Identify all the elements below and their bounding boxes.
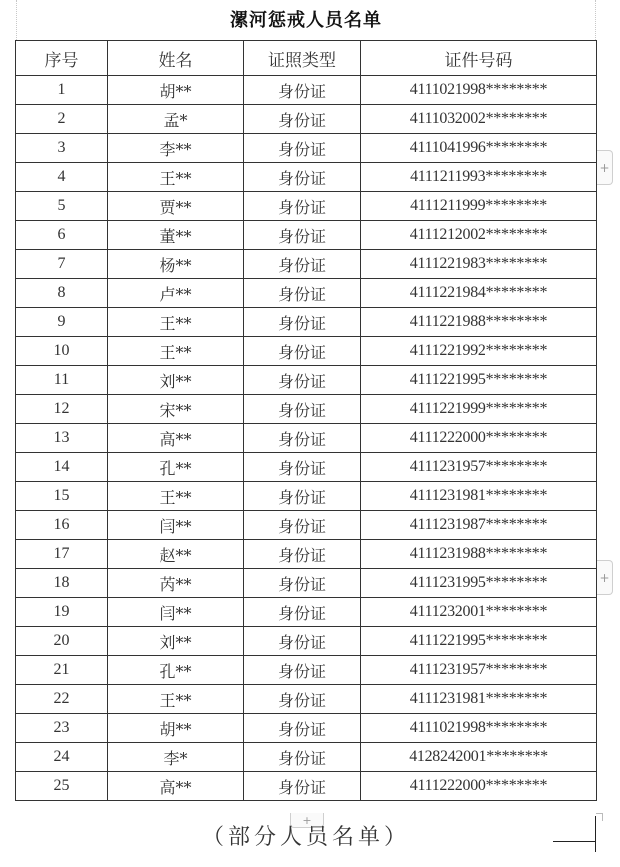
- cell-name[interactable]: 李*: [108, 743, 244, 772]
- page-corner-mark: [595, 816, 596, 852]
- table-row: [16, 424, 597, 453]
- cell-id-number[interactable]: 4111232001********: [361, 598, 597, 627]
- cell-name[interactable]: 孟*: [108, 105, 244, 134]
- cell-id-type[interactable]: 身份证: [244, 105, 361, 134]
- cell-id-number[interactable]: 4111231957********: [361, 656, 597, 685]
- cell-id-type[interactable]: 身份证: [244, 76, 361, 105]
- add-row-button[interactable]: [597, 560, 613, 595]
- plus-icon: +: [599, 160, 610, 175]
- cell-seq[interactable]: 23: [16, 714, 108, 743]
- cell-id-number[interactable]: 4111212002********: [361, 221, 597, 250]
- cell-seq[interactable]: 15: [16, 482, 108, 511]
- cell-seq[interactable]: 10: [16, 337, 108, 366]
- cell-id-type[interactable]: 身份证: [244, 163, 361, 192]
- cell-id-type[interactable]: 身份证: [244, 337, 361, 366]
- table-row: [16, 221, 597, 250]
- cell-id-number[interactable]: 4111221984********: [361, 279, 597, 308]
- cell-seq[interactable]: 2: [16, 105, 108, 134]
- table-row: [16, 714, 597, 743]
- cell-name[interactable]: 孔**: [108, 656, 244, 685]
- header-id-type[interactable]: 证照类型: [244, 41, 361, 76]
- table-row: [16, 105, 597, 134]
- cell-seq[interactable]: 12: [16, 395, 108, 424]
- table-row: [16, 540, 597, 569]
- table-row: [16, 163, 597, 192]
- table-row: [16, 569, 597, 598]
- table-row: [16, 627, 597, 656]
- cell-id-type[interactable]: 身份证: [244, 308, 361, 337]
- cell-name[interactable]: 王**: [108, 685, 244, 714]
- table-row: [16, 453, 597, 482]
- cell-seq[interactable]: 6: [16, 221, 108, 250]
- cell-id-type[interactable]: 身份证: [244, 685, 361, 714]
- cell-seq[interactable]: 3: [16, 134, 108, 163]
- table-row: [16, 337, 597, 366]
- cell-id-type[interactable]: 身份证: [244, 598, 361, 627]
- cell-name[interactable]: 刘**: [108, 366, 244, 395]
- table-row: [16, 76, 597, 105]
- cell-seq[interactable]: 20: [16, 627, 108, 656]
- cell-seq[interactable]: 24: [16, 743, 108, 772]
- cell-id-type[interactable]: 身份证: [244, 743, 361, 772]
- cell-id-number[interactable]: 4111231988********: [361, 540, 597, 569]
- cell-id-type[interactable]: 身份证: [244, 540, 361, 569]
- cell-id-type[interactable]: 身份证: [244, 192, 361, 221]
- cell-id-type[interactable]: 身份证: [244, 250, 361, 279]
- cell-name[interactable]: 芮**: [108, 569, 244, 598]
- cell-id-number[interactable]: 4128242001********: [361, 743, 597, 772]
- table-row: [16, 134, 597, 163]
- cell-id-number[interactable]: 4111231995********: [361, 569, 597, 598]
- cell-seq[interactable]: 1: [16, 76, 108, 105]
- cell-id-number[interactable]: 4111222000********: [361, 772, 597, 801]
- cell-id-number[interactable]: 4111221988********: [361, 308, 597, 337]
- cell-seq[interactable]: 13: [16, 424, 108, 453]
- cell-id-type[interactable]: 身份证: [244, 482, 361, 511]
- cell-id-type[interactable]: 身份证: [244, 395, 361, 424]
- document-title: 漯河惩戒人员名单: [230, 10, 382, 31]
- header-seq[interactable]: 序号: [16, 41, 108, 76]
- cell-id-number[interactable]: 4111221992********: [361, 337, 597, 366]
- cell-seq[interactable]: 4: [16, 163, 108, 192]
- cell-id-number[interactable]: 4111231981********: [361, 685, 597, 714]
- table-row: [16, 366, 597, 395]
- cell-id-type[interactable]: 身份证: [244, 366, 361, 395]
- cell-seq[interactable]: 9: [16, 308, 108, 337]
- document-caption: （部分人员名单）: [201, 825, 410, 850]
- table-row: [16, 308, 597, 337]
- cell-id-type[interactable]: 身份证: [244, 134, 361, 163]
- table-row: [16, 192, 597, 221]
- table-row: [16, 279, 597, 308]
- cell-id-type[interactable]: 身份证: [244, 424, 361, 453]
- cell-name[interactable]: 高**: [108, 424, 244, 453]
- table-row: [16, 395, 597, 424]
- header-id-number[interactable]: 证件号码: [361, 41, 597, 76]
- cell-seq[interactable]: 5: [16, 192, 108, 221]
- cell-seq[interactable]: 18: [16, 569, 108, 598]
- cell-id-number[interactable]: 4111221995********: [361, 627, 597, 656]
- cell-id-number[interactable]: 4111221995********: [361, 366, 597, 395]
- cell-seq[interactable]: 14: [16, 453, 108, 482]
- cell-name[interactable]: 贾**: [108, 192, 244, 221]
- cell-id-number[interactable]: 4111231987********: [361, 511, 597, 540]
- cell-name[interactable]: 胡**: [108, 714, 244, 743]
- table-row: [16, 598, 597, 627]
- cell-name[interactable]: 孔**: [108, 453, 244, 482]
- table-row: [16, 772, 597, 801]
- cell-id-type[interactable]: 身份证: [244, 453, 361, 482]
- cell-name[interactable]: 刘**: [108, 627, 244, 656]
- cell-id-number[interactable]: 4111231957********: [361, 453, 597, 482]
- cell-seq[interactable]: 16: [16, 511, 108, 540]
- cell-name[interactable]: 李**: [108, 134, 244, 163]
- cell-id-number[interactable]: 4111231981********: [361, 482, 597, 511]
- cell-id-type[interactable]: 身份证: [244, 714, 361, 743]
- cell-id-number[interactable]: 4111211993********: [361, 163, 597, 192]
- cell-seq[interactable]: 19: [16, 598, 108, 627]
- cell-id-number[interactable]: 4111221983********: [361, 250, 597, 279]
- cell-id-number[interactable]: 4111221999********: [361, 395, 597, 424]
- cell-seq[interactable]: 22: [16, 685, 108, 714]
- cell-id-number[interactable]: 4111222000********: [361, 424, 597, 453]
- roster-table: [15, 40, 597, 801]
- cell-id-type[interactable]: 身份证: [244, 569, 361, 598]
- plus-icon: +: [302, 813, 312, 827]
- table-row: [16, 482, 597, 511]
- table-header-row: [16, 41, 597, 76]
- table-body: [16, 76, 597, 801]
- cell-id-number[interactable]: 4111041996********: [361, 134, 597, 163]
- cell-id-type[interactable]: 身份证: [244, 511, 361, 540]
- cell-name[interactable]: 宋**: [108, 395, 244, 424]
- table-row: [16, 656, 597, 685]
- cell-seq[interactable]: 8: [16, 279, 108, 308]
- table-row: [16, 743, 597, 772]
- cell-seq[interactable]: 11: [16, 366, 108, 395]
- cell-name[interactable]: 高**: [108, 772, 244, 801]
- cell-id-number[interactable]: 4111021998********: [361, 714, 597, 743]
- cell-id-type[interactable]: 身份证: [244, 656, 361, 685]
- cell-name[interactable]: 闫**: [108, 511, 244, 540]
- cell-id-type[interactable]: 身份证: [244, 221, 361, 250]
- cell-name[interactable]: 王**: [108, 337, 244, 366]
- add-row-button[interactable]: [597, 150, 613, 185]
- cell-id-type[interactable]: 身份证: [244, 627, 361, 656]
- cell-id-number[interactable]: 4111032002********: [361, 105, 597, 134]
- cell-name[interactable]: 王**: [108, 308, 244, 337]
- cell-name[interactable]: 闫**: [108, 598, 244, 627]
- cell-seq[interactable]: 25: [16, 772, 108, 801]
- cell-seq[interactable]: 7: [16, 250, 108, 279]
- cell-name[interactable]: 董**: [108, 221, 244, 250]
- table-row: [16, 250, 597, 279]
- cell-id-number[interactable]: 4111021998********: [361, 76, 597, 105]
- cell-seq[interactable]: 17: [16, 540, 108, 569]
- table-row: [16, 685, 597, 714]
- cell-seq[interactable]: 21: [16, 656, 108, 685]
- cell-id-type[interactable]: 身份证: [244, 772, 361, 801]
- cell-name[interactable]: 杨**: [108, 250, 244, 279]
- cell-id-type[interactable]: 身份证: [244, 279, 361, 308]
- page-corner-mark: [553, 841, 595, 842]
- cell-name[interactable]: 王**: [108, 163, 244, 192]
- cell-id-number[interactable]: 4111211999********: [361, 192, 597, 221]
- cell-name[interactable]: 胡**: [108, 76, 244, 105]
- cell-name[interactable]: 卢**: [108, 279, 244, 308]
- table-row: [16, 511, 597, 540]
- cell-name[interactable]: 赵**: [108, 540, 244, 569]
- cell-name[interactable]: 王**: [108, 482, 244, 511]
- plus-icon: +: [599, 570, 610, 585]
- header-name[interactable]: 姓名: [108, 41, 244, 76]
